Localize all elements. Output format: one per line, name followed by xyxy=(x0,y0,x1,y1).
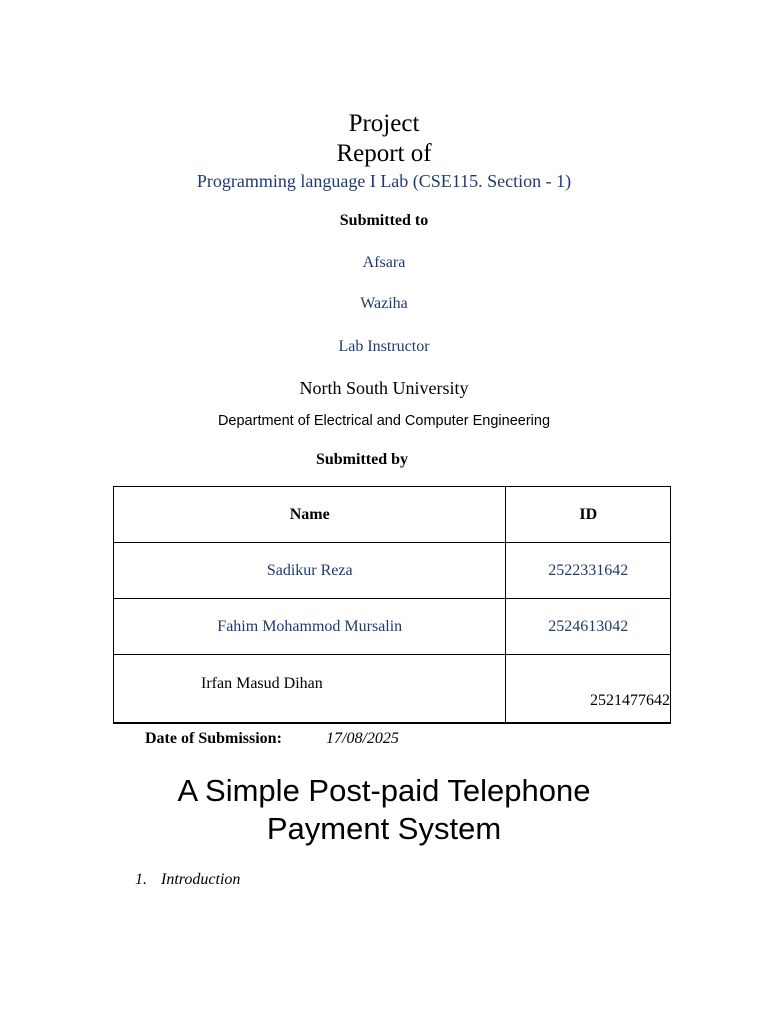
report-title-line-1: Project xyxy=(348,110,420,137)
member-id: 2521477642 xyxy=(506,655,671,724)
university-name: North South University xyxy=(299,378,469,398)
department-name: Department of Electrical and Computer Engineering xyxy=(217,413,551,429)
member-id: 2524613042 xyxy=(506,599,671,655)
date-of-submission-label: Date of Submission: xyxy=(145,730,282,747)
section-title: Introduction xyxy=(161,871,241,888)
instructor-first-name: Afsara xyxy=(362,254,406,271)
member-name: Fahim Mohammod Mursalin xyxy=(114,599,506,655)
members-table xyxy=(113,486,671,724)
section-number: 1. xyxy=(135,871,147,888)
column-header-id: ID xyxy=(506,487,671,543)
report-title-line-2: Report of xyxy=(336,140,432,167)
project-title-line-2: Payment System xyxy=(266,811,502,846)
table-row xyxy=(114,543,671,599)
submitted-to-label: Submitted to xyxy=(339,212,429,229)
table-row xyxy=(114,599,671,655)
date-of-submission-value: 17/08/2025 xyxy=(326,730,399,747)
instructor-last-name: Waziha xyxy=(360,295,408,312)
section-heading-introduction xyxy=(135,871,240,889)
member-id: 2522331642 xyxy=(506,543,671,599)
project-title-line-1: A Simple Post-paid Telephone xyxy=(177,773,591,808)
submitted-by-label: Submitted by xyxy=(315,451,409,468)
table-row xyxy=(114,655,671,724)
table-header-row xyxy=(114,487,671,543)
column-header-name: Name xyxy=(114,487,506,543)
member-name: Sadikur Reza xyxy=(114,543,506,599)
course-name: Programming language I Lab (CSE115. Section - 1) xyxy=(196,171,572,191)
member-name: Irfan Masud Dihan xyxy=(114,655,506,724)
instructor-role: Lab Instructor xyxy=(338,338,430,355)
